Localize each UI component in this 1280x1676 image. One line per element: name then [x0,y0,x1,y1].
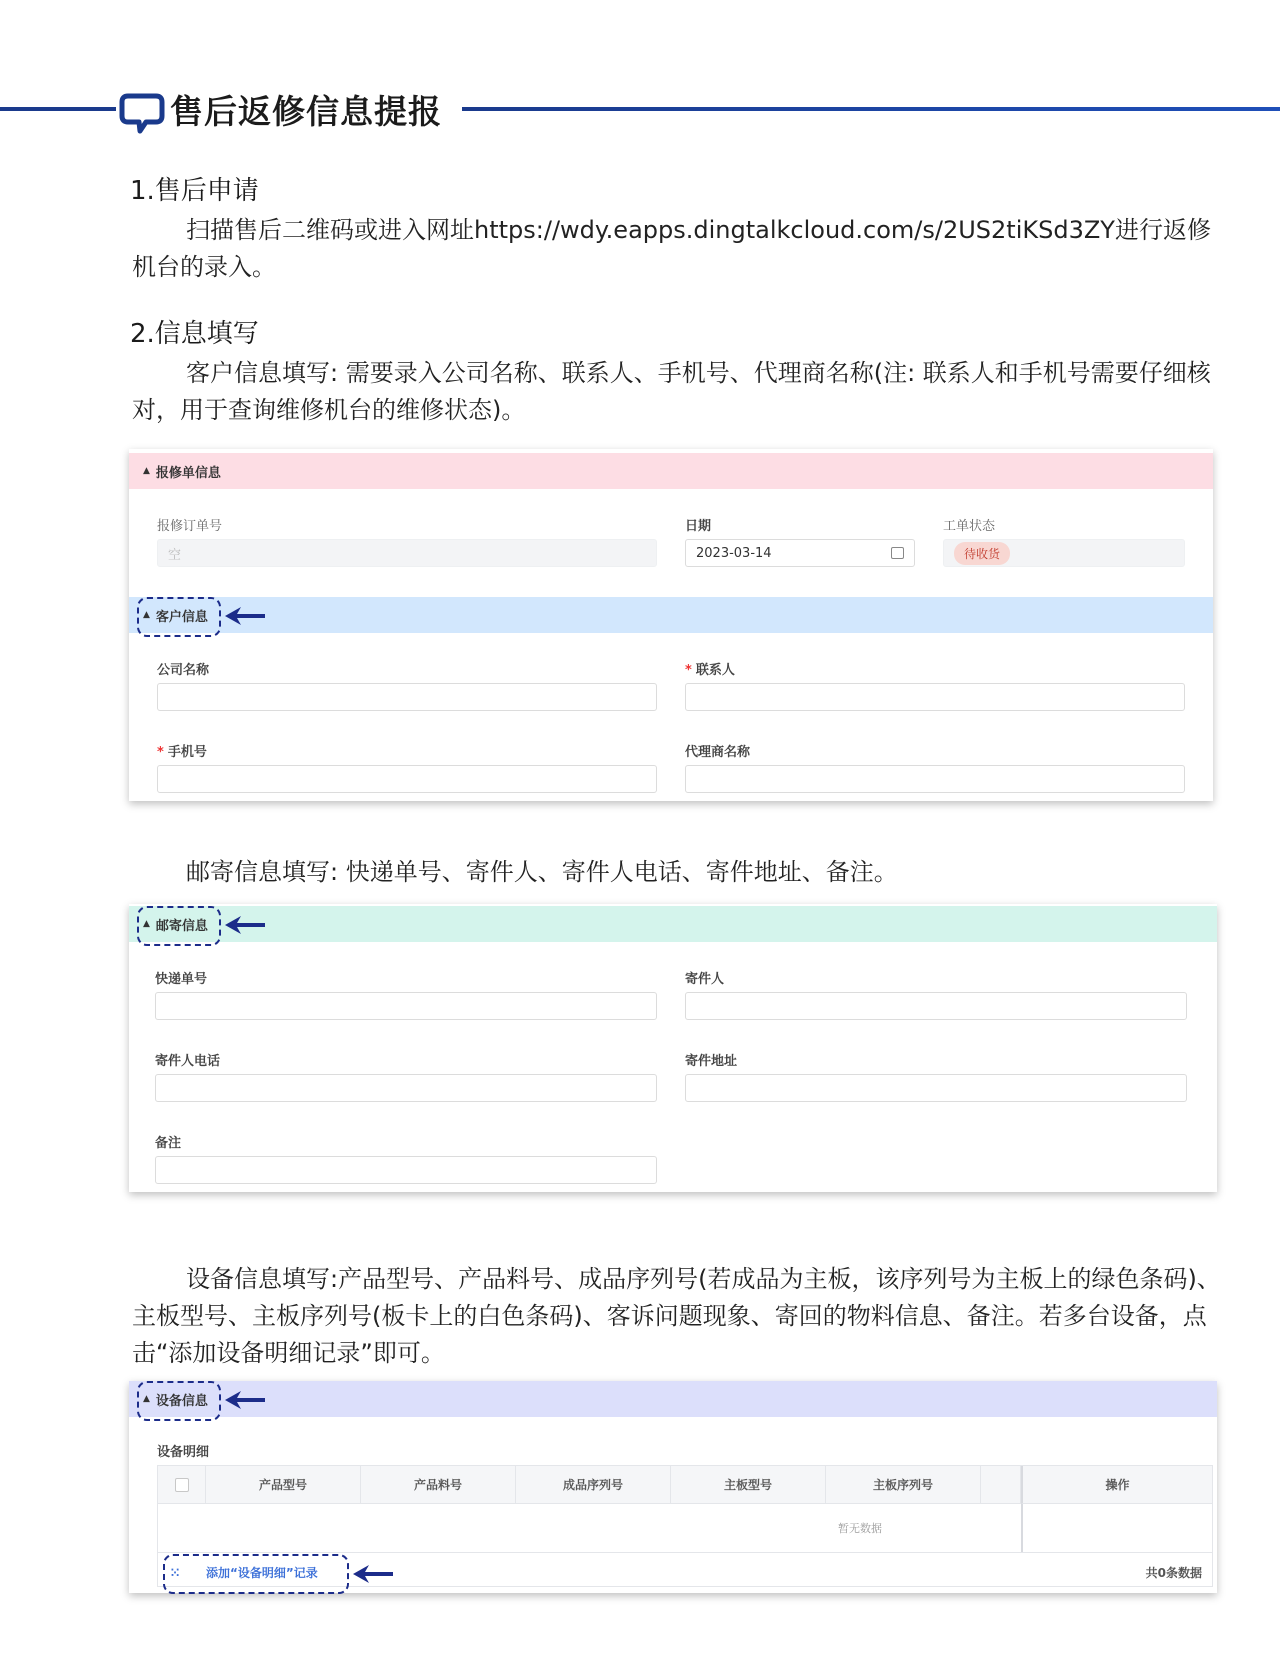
col-header-spacer [981,1466,1021,1504]
page-title: 售后返修信息提报 [170,92,442,131]
annotation-arrow-icon [351,1563,395,1585]
contact-label: * 联系人 [685,663,735,678]
col-header: 主板序列号 [826,1466,981,1504]
company-label: 公司名称 [157,663,210,678]
select-all-checkbox[interactable] [175,1478,189,1492]
agent-input[interactable] [685,765,1185,793]
annotation-arrow-icon [223,914,267,936]
col-header: 产品料号 [361,1466,516,1504]
device-info-form [129,1381,1217,1593]
customer-info-bar[interactable]: ▲ 客户信息 [129,597,1213,633]
add-device-button[interactable]: 添加“设备明细”记录 [206,1566,318,1580]
status-badge: 待收货 [954,542,1010,565]
col-header: 操作 [1021,1466,1212,1504]
order-no-field: 空 [157,539,657,567]
customer-info-text: 客户信息填写: 需要录入公司名称、联系人、手机号、代理商名称(注: 联系人和手机号需要仔细核对，用于查询维修机台的维修状态)。 [132,359,1211,424]
section2-title: 2.信息填写 [130,319,259,349]
collapse-icon: ▲ [143,466,150,476]
repair-info-bar[interactable]: ▲ 报修单信息 [129,453,1213,489]
annotation-arrow-icon [223,605,267,627]
date-label: 日期 [685,519,712,534]
empty-text: 暂无数据 [838,1522,882,1535]
section1-text: 扫描售后二维码或进入网址https://wdy.eapps.dingtalkcloud.com/s/2US2tiKSd3ZY进行返修机台的录入。 [132,216,1211,281]
sender-label: 寄件人 [685,972,725,987]
col-header: 产品型号 [206,1466,361,1504]
sender-addr-input[interactable] [685,1074,1187,1102]
collapse-icon: ▲ [143,610,150,620]
remark-label: 备注 [155,1136,182,1151]
mail-info-text: 邮寄信息填写: 快递单号、寄件人、寄件人电话、寄件地址、备注。 [186,858,898,886]
select-all-cell[interactable] [158,1466,206,1504]
repair-customer-form [129,449,1213,801]
collapse-icon: ▲ [143,1394,150,1404]
annotation-box [163,1554,349,1594]
annotation-box [137,1381,221,1421]
agent-label: 代理商名称 [685,745,751,760]
phone-label: * 手机号 [157,745,207,760]
mail-info-bar[interactable]: ▲ 邮寄信息 [129,906,1217,942]
contact-input[interactable] [685,683,1185,711]
chat-bubble-icon [118,90,166,134]
add-row-icon: ⁙ [170,1566,181,1580]
calendar-icon [891,547,904,559]
annotation-arrow-icon [223,1389,267,1411]
sender-input[interactable] [685,992,1187,1020]
header-line-left [0,107,116,111]
express-input[interactable] [155,992,657,1020]
date-field[interactable]: 2023-03-14 [685,539,915,567]
header-line-right [462,107,1280,111]
annotation-box [137,906,221,946]
sender-phone-input[interactable] [155,1074,657,1102]
express-label: 快递单号 [155,972,208,987]
sender-addr-label: 寄件地址 [685,1054,738,1069]
mail-info-form [129,904,1217,1192]
total-count: 共0条数据 [1145,1566,1202,1580]
order-no-label: 报修订单号 [157,519,223,534]
col-header: 成品序列号 [516,1466,671,1504]
sender-phone-label: 寄件人电话 [155,1054,221,1069]
device-info-bar[interactable]: ▲ 设备信息 [129,1381,1217,1417]
device-info-text: 设备信息填写:产品型号、产品料号、成品序列号(若成品为主板，该序列号为主板上的绿色条码)、主板型号、主板序列号(板卡上的白色条码)、客诉问题现象、寄回的物料信息、备注。若多台设备，点击“添加设备明细记录”即可。 [132,1265,1221,1367]
status-label: 工单状态 [943,519,996,534]
company-input[interactable] [157,683,657,711]
annotation-box [137,597,221,637]
col-header: 主板型号 [671,1466,826,1504]
device-detail-label: 设备明细 [157,1445,210,1460]
collapse-icon: ▲ [143,919,150,929]
remark-input[interactable] [155,1156,657,1184]
status-field [943,539,1185,567]
section1-title: 1.售后申请 [130,176,259,206]
phone-input[interactable] [157,765,657,793]
